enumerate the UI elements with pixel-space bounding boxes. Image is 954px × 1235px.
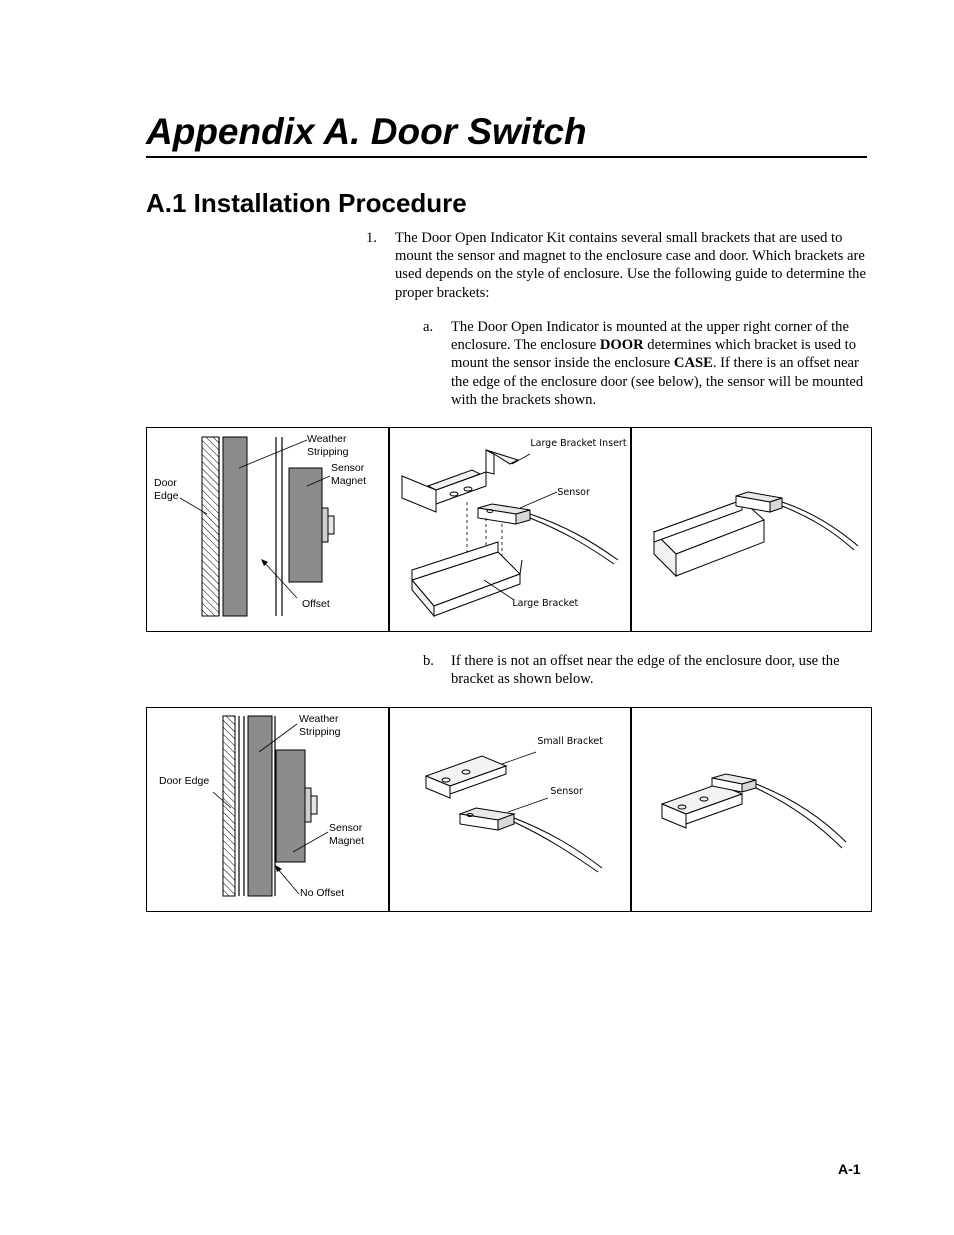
large-bracket-insert-label: Large Bracket Insert bbox=[530, 438, 627, 449]
figure-offset-brackets bbox=[146, 427, 872, 632]
no-offset-label: No Offset bbox=[300, 887, 345, 899]
figure2-door-diagram bbox=[147, 708, 388, 911]
figure2-bracket-exploded bbox=[388, 708, 629, 911]
step-a-text: The Door Open Indicator is mounted at the upper right corner of the enclosure. The enclosure DOOR determines which bracket is used to mount the sensor inside the enclosure CASE. If there is an offset near the edge of the enclosure door (see below), the sensor will be mounted with the brackets shown. bbox=[451, 319, 864, 408]
sensor-magnet-label: Sensor Magnet bbox=[329, 822, 365, 847]
door-no-offset-illustration bbox=[147, 708, 389, 913]
case-emphasis: CASE bbox=[673, 355, 713, 372]
step-a-marker: a. bbox=[423, 319, 434, 335]
door-edge-label: Door Edge bbox=[154, 477, 179, 502]
step-b-text: If there is not an offset near the edge of the enclosure door, use the bracket as shown below. bbox=[451, 653, 840, 688]
step-b-marker: b. bbox=[423, 653, 434, 669]
figure1-door-diagram bbox=[147, 428, 388, 631]
sensor-label: Sensor bbox=[550, 786, 583, 797]
figure1-bracket-assembled bbox=[630, 428, 871, 631]
weather-stripping-label: Weather Stripping bbox=[307, 433, 349, 458]
page-number: A-1 bbox=[838, 1161, 861, 1177]
door-offset-illustration bbox=[147, 428, 389, 633]
door-emphasis: DOOR bbox=[599, 337, 644, 354]
door-edge-label: Door Edge bbox=[159, 775, 210, 787]
figure-no-offset-bracket bbox=[146, 707, 872, 912]
figure2-bracket-assembled bbox=[630, 708, 871, 911]
heading-rule bbox=[146, 156, 867, 158]
large-bracket-label: Large Bracket bbox=[512, 598, 579, 609]
large-bracket-assembled-illustration bbox=[632, 428, 874, 633]
page-heading: Appendix A. Door Switch bbox=[146, 111, 587, 152]
figure1-bracket-exploded bbox=[388, 428, 629, 631]
section-heading: A.1 Installation Procedure bbox=[146, 188, 467, 218]
small-bracket-label: Small Bracket bbox=[537, 736, 603, 747]
step-1-marker: 1. bbox=[366, 230, 377, 246]
large-bracket-exploded-illustration bbox=[390, 428, 632, 633]
sensor-label: Sensor bbox=[557, 487, 590, 498]
step-1-text: The Door Open Indicator Kit contains several small brackets that are used to mount the sensor and magnet to the enclosure case and door. Which brackets are used depends on the style of enclosure. Use the following guide to determine the proper brackets: bbox=[395, 230, 866, 301]
weather-stripping-label: Weather Stripping bbox=[299, 713, 341, 738]
offset-label: Offset bbox=[302, 598, 330, 610]
sensor-magnet-label: Sensor Magnet bbox=[331, 462, 367, 487]
small-bracket-assembled-illustration bbox=[632, 708, 874, 913]
